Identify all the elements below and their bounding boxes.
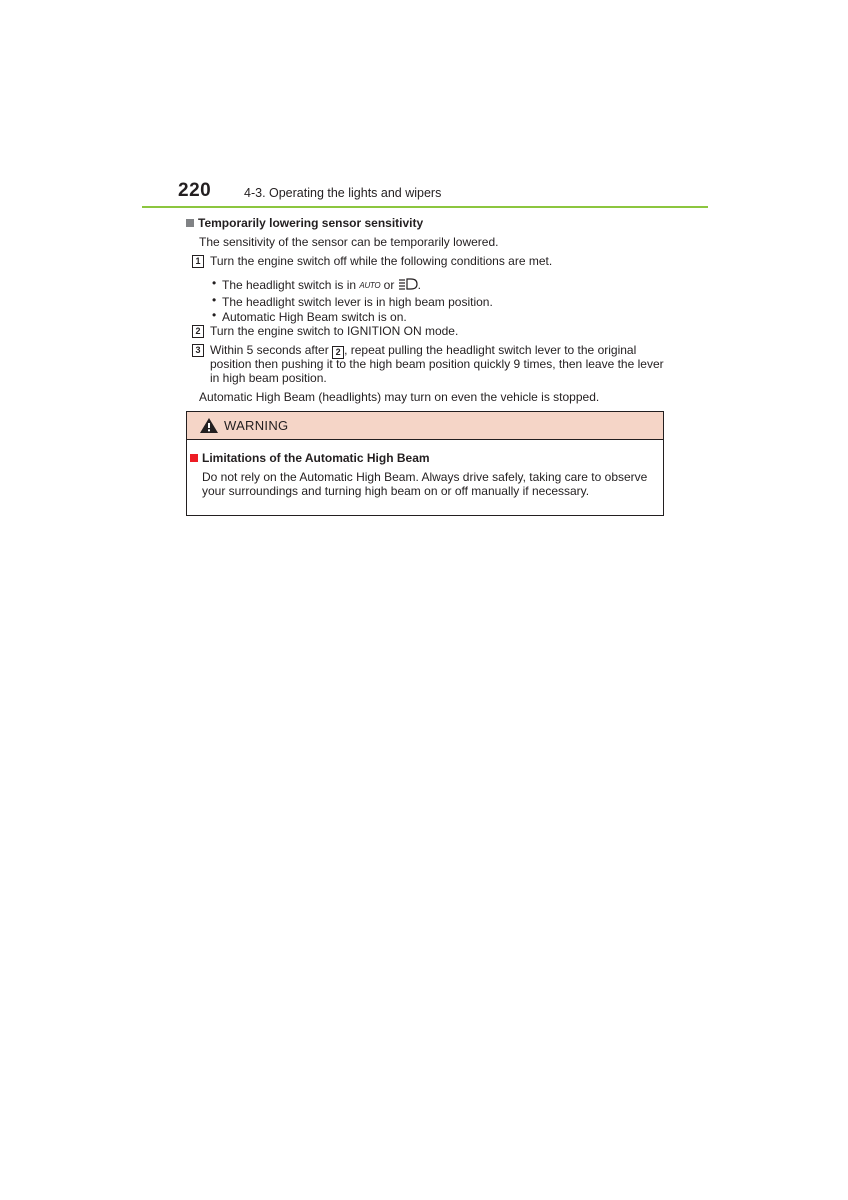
warning-text-line-2: your surroundings and turning high beam on or off manually if necessary.: [202, 484, 590, 498]
step-number-2: 2: [192, 325, 204, 338]
square-bullet-icon: [186, 219, 194, 227]
condition-1: The headlight switch is in AUTO or .: [222, 278, 422, 292]
warning-header: [187, 412, 663, 440]
section-title: 4-3. Operating the lights and wipers: [244, 186, 442, 200]
condition-3: Automatic High Beam switch is on.: [222, 310, 407, 324]
step-3-line-2: position then pushing it to the high beam position quickly 9 times, then leave the lever: [210, 357, 664, 371]
page-number: 220: [178, 180, 212, 201]
step-number-3: 3: [192, 344, 204, 357]
bullet-dot: •: [212, 293, 217, 307]
page-header: [178, 180, 708, 208]
auto-light-icon: AUTO: [359, 280, 381, 290]
square-bullet-icon: [190, 454, 198, 462]
step-reference-2: 2: [332, 346, 344, 359]
headlight-icon: [398, 278, 418, 293]
warning-heading: Limitations of the Automatic High Beam: [190, 451, 430, 465]
sensitivity-intro: The sensitivity of the sensor can be temporarily lowered.: [199, 235, 499, 249]
warning-text-line-1: Do not rely on the Automatic High Beam. Always drive safely, taking care to observe: [202, 470, 648, 484]
step-2-text: Turn the engine switch to IGNITION ON mode.: [210, 324, 459, 338]
condition-2: The headlight switch lever is in high beam position.: [222, 295, 493, 309]
warning-box: [186, 411, 664, 516]
step-3-line-3: in high beam position.: [210, 371, 327, 385]
bullet-dot: •: [212, 308, 217, 322]
sensitivity-note: Automatic High Beam (headlights) may turn on even the vehicle is stopped.: [199, 390, 600, 404]
header-divider: [142, 206, 708, 208]
step-3-line-1: Within 5 seconds after 2 , repeat pulling the headlight switch lever to the original: [210, 343, 637, 357]
bullet-dot: •: [212, 276, 217, 290]
warning-triangle-icon: [199, 417, 219, 439]
step-1-text: Turn the engine switch off while the following conditions are met.: [210, 254, 553, 268]
step-number-1: 1: [192, 255, 204, 268]
warning-label: WARNING: [224, 418, 289, 433]
sensitivity-heading: Temporarily lowering sensor sensitivity: [186, 216, 423, 230]
